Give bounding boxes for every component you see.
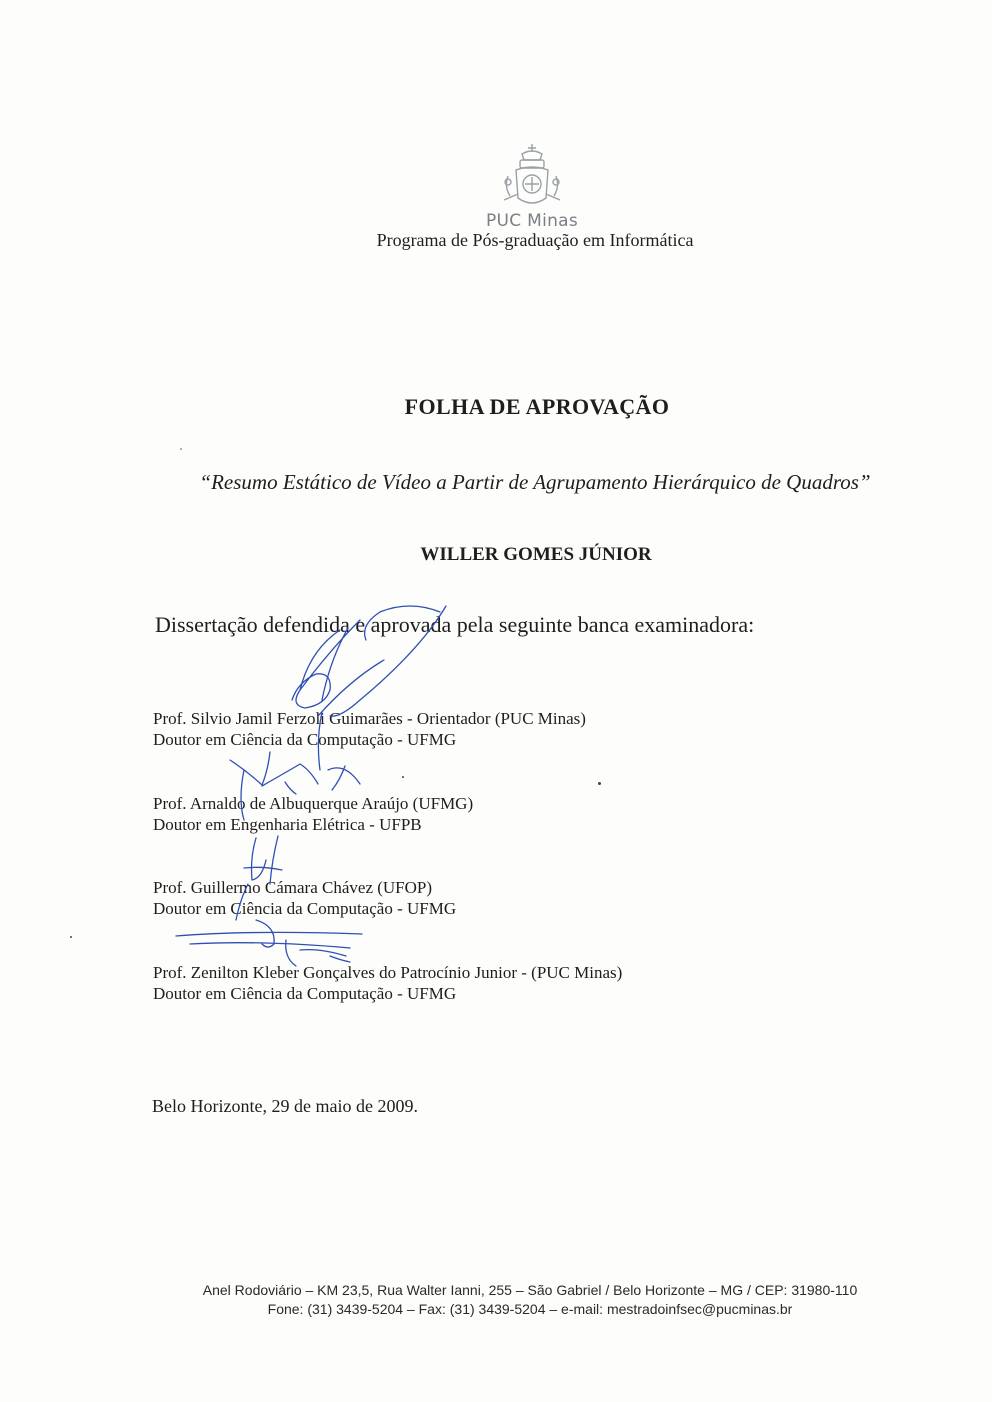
scan-speck	[70, 936, 72, 938]
scan-speck	[402, 776, 404, 778]
committee-member	[153, 962, 753, 1004]
member-name: Prof. Zenilton Kleber Gonçalves do Patrocínio Junior - (PUC Minas)	[153, 963, 623, 982]
signature-4-icon	[176, 920, 362, 966]
puc-minas-crest-icon	[496, 140, 568, 212]
committee-intro: Dissertação defendida e aprovada pela seguinte banca examinadora:	[155, 612, 755, 637]
footer-address: Anel Rodoviário – KM 23,5, Rua Walter Ianni, 255 – São Gabriel / Belo Horizonte – MG / CEP: 31980-110	[202, 1282, 858, 1298]
logo-text: PUC Minas	[485, 211, 579, 231]
scan-speck	[180, 448, 182, 450]
footer-address-block	[150, 1281, 910, 1319]
document-date: Belo Horizonte, 29 de maio de 2009.	[152, 1096, 418, 1116]
member-name: Prof. Silvio Jamil Ferzoli Guimarães - Orientador (PUC Minas)	[153, 709, 586, 728]
page-title: FOLHA DE APROVAÇÃO	[404, 394, 670, 419]
member-name: Prof. Arnaldo de Albuquerque Araújo (UFMG)	[153, 794, 474, 813]
committee-member	[153, 793, 753, 835]
member-degree: Doutor em Ciência da Computação - UFMG	[153, 730, 457, 749]
committee-member	[153, 708, 753, 750]
member-degree: Doutor em Ciência da Computação - UFMG	[153, 899, 457, 918]
member-degree: Doutor em Engenharia Elétrica - UFPB	[153, 815, 422, 834]
scan-speck	[598, 782, 601, 785]
program-name: Programa de Pós-graduação em Informática	[376, 230, 694, 250]
footer-contact: Fone: (31) 3439-5204 – Fax: (31) 3439-5204 – e-mail: mestradoinfsec@pucminas.br	[267, 1301, 793, 1317]
author-name: WILLER GOMES JÚNIOR	[420, 544, 652, 565]
thesis-title: “Resumo Estático de Vídeo a Partir de Agrupamento Hierárquico de Quadros”	[199, 470, 871, 494]
member-name: Prof. Guillermo Cámara Chávez (UFOP)	[153, 878, 433, 897]
member-degree: Doutor em Ciência da Computação - UFMG	[153, 984, 457, 1003]
committee-member	[153, 877, 753, 919]
